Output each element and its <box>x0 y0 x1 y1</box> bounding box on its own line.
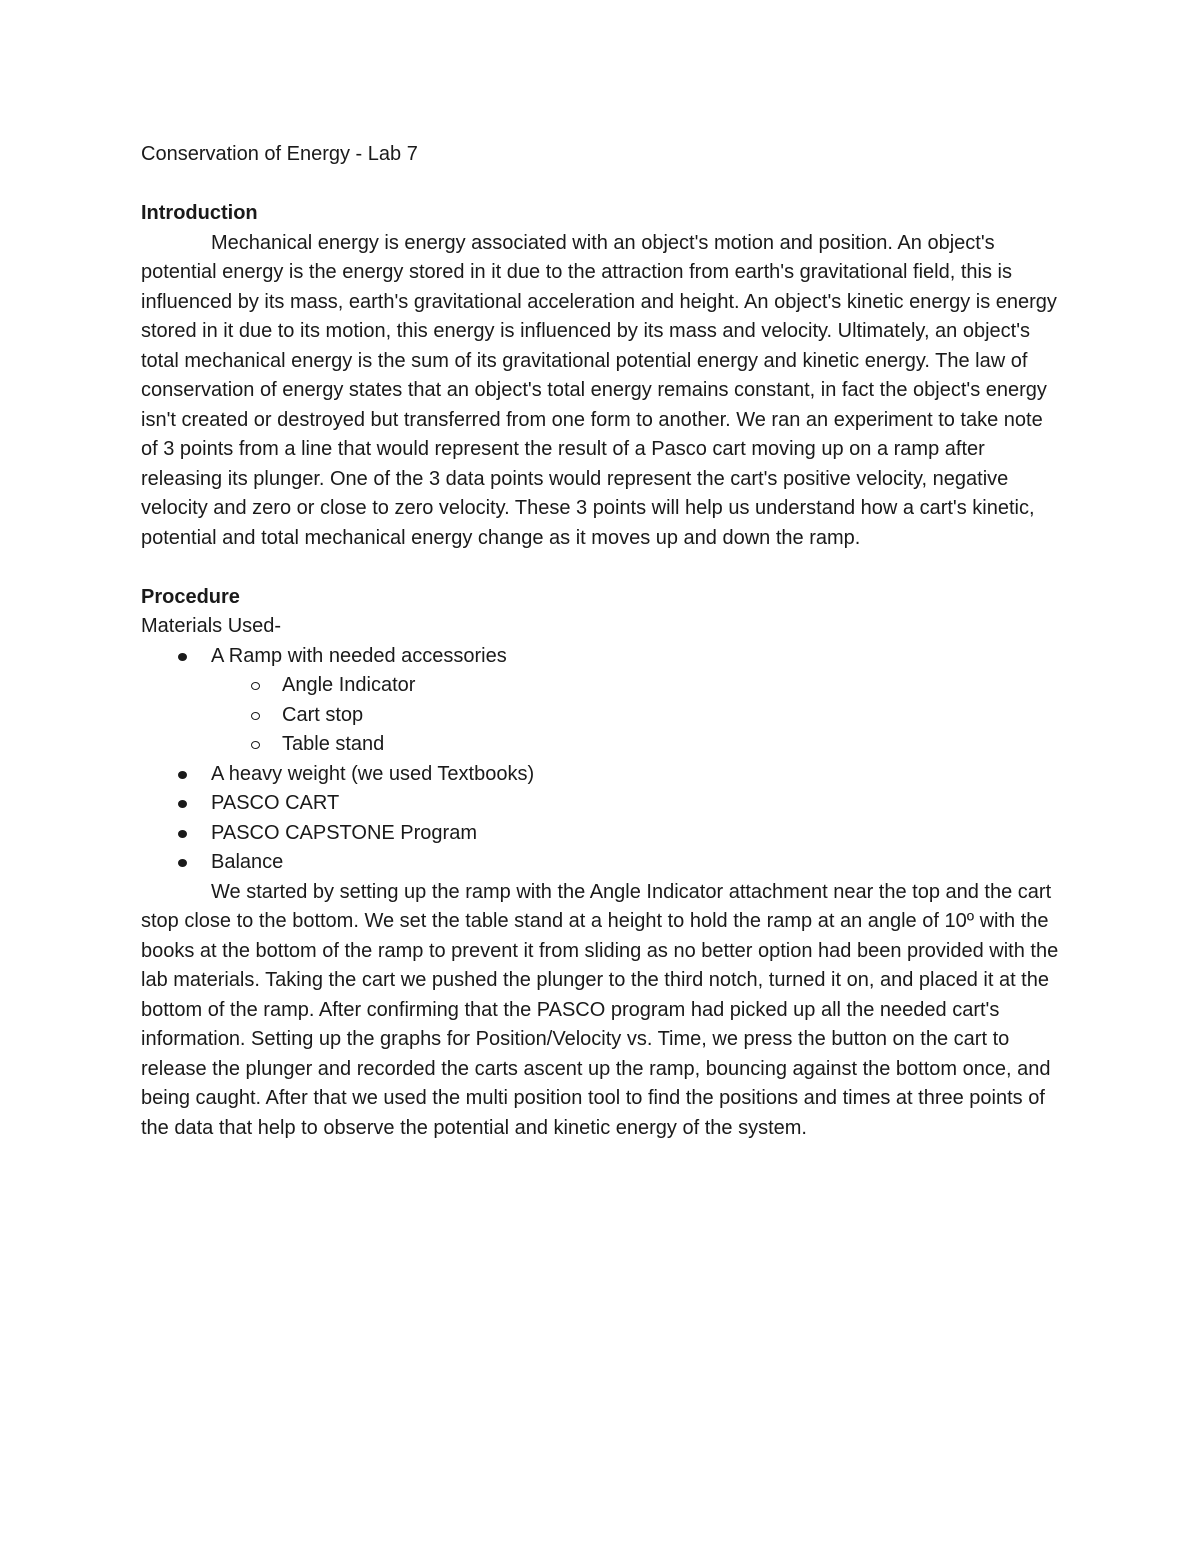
procedure-heading: Procedure <box>141 585 240 608</box>
materials-label: Materials Used- <box>141 615 282 637</box>
materials-list <box>141 642 1061 878</box>
procedure-paragraph: We started by setting up the ramp with the Angle Indicator attachment near the top and the cart stop close to the bottom. We set the table stand at a height to hold the ramp at an angle of 10º with the books at the bottom of the ramp to prevent it from sliding as no better option had been provided with the lab materials. Taking the cart we pushed the plunger to the third notch, turned it on, and placed it at the bottom of the ramp. After confirming that the PASCO program had picked up all the needed cart's information. Setting up the graphs for Position/Velocity vs. Time, we press the button on the cart to release the plunger and recorded the carts ascent up the ramp, bouncing against the bottom once, and being caught. After that we used the multi position tool to find the positions and times at three points of the data that help to observe the potential and kinetic energy of the system. <box>141 880 1059 1139</box>
list-item <box>211 730 1061 760</box>
list-item <box>141 848 1061 878</box>
list-item <box>141 819 1061 849</box>
blank-line <box>141 553 1061 583</box>
document-page <box>141 140 1061 1143</box>
list-item-label: PASCO CART <box>211 792 340 814</box>
list-item-label: Angle Indicator <box>282 674 416 696</box>
document-title: Conservation of Energy - Lab 7 <box>141 143 418 165</box>
list-item-label: A Ramp with needed accessories <box>211 644 507 667</box>
list-item <box>141 789 1061 819</box>
list-item <box>141 760 1061 790</box>
list-item-label: Balance <box>211 851 284 873</box>
blank-line <box>141 170 1061 200</box>
list-item-label: A heavy weight (we used Textbooks) <box>211 762 535 785</box>
list-item-label: Cart stop <box>282 703 364 726</box>
list-item <box>211 701 1061 731</box>
introduction-heading: Introduction <box>141 202 258 224</box>
list-item <box>211 671 1061 701</box>
list-item <box>141 642 1061 760</box>
list-item-label: Table stand <box>282 733 385 755</box>
accessories-list <box>211 671 1061 760</box>
list-item-label: PASCO CAPSTONE Program <box>211 821 477 844</box>
introduction-paragraph: Mechanical energy is energy associated with an object's motion and position. An object's potential energy is the energy stored in it due to the attraction from earth's gravitational field, this is influenced by its mass, earth's gravitational acceleration and height. An object's kinetic energy is energy stored in it due to its motion, this energy is influenced by its mass and velocity. Ultimately, an object's total mechanical energy is the sum of its gravitational potential energy and kinetic energy. The law of conservation of energy states that an object's total energy remains constant, in fact the object's energy isn't created or destroyed but transferred from one form to another. We ran an experiment to take note of 3 points from a line that would represent the result of a Pasco cart moving up on a ramp after releasing its plunger. One of the 3 data points would represent the cart's positive velocity, negative velocity and zero or close to zero velocity. These 3 points will help us understand how a cart's kinetic, potential and total mechanical energy change as it moves up and down the ramp. <box>141 231 1057 549</box>
